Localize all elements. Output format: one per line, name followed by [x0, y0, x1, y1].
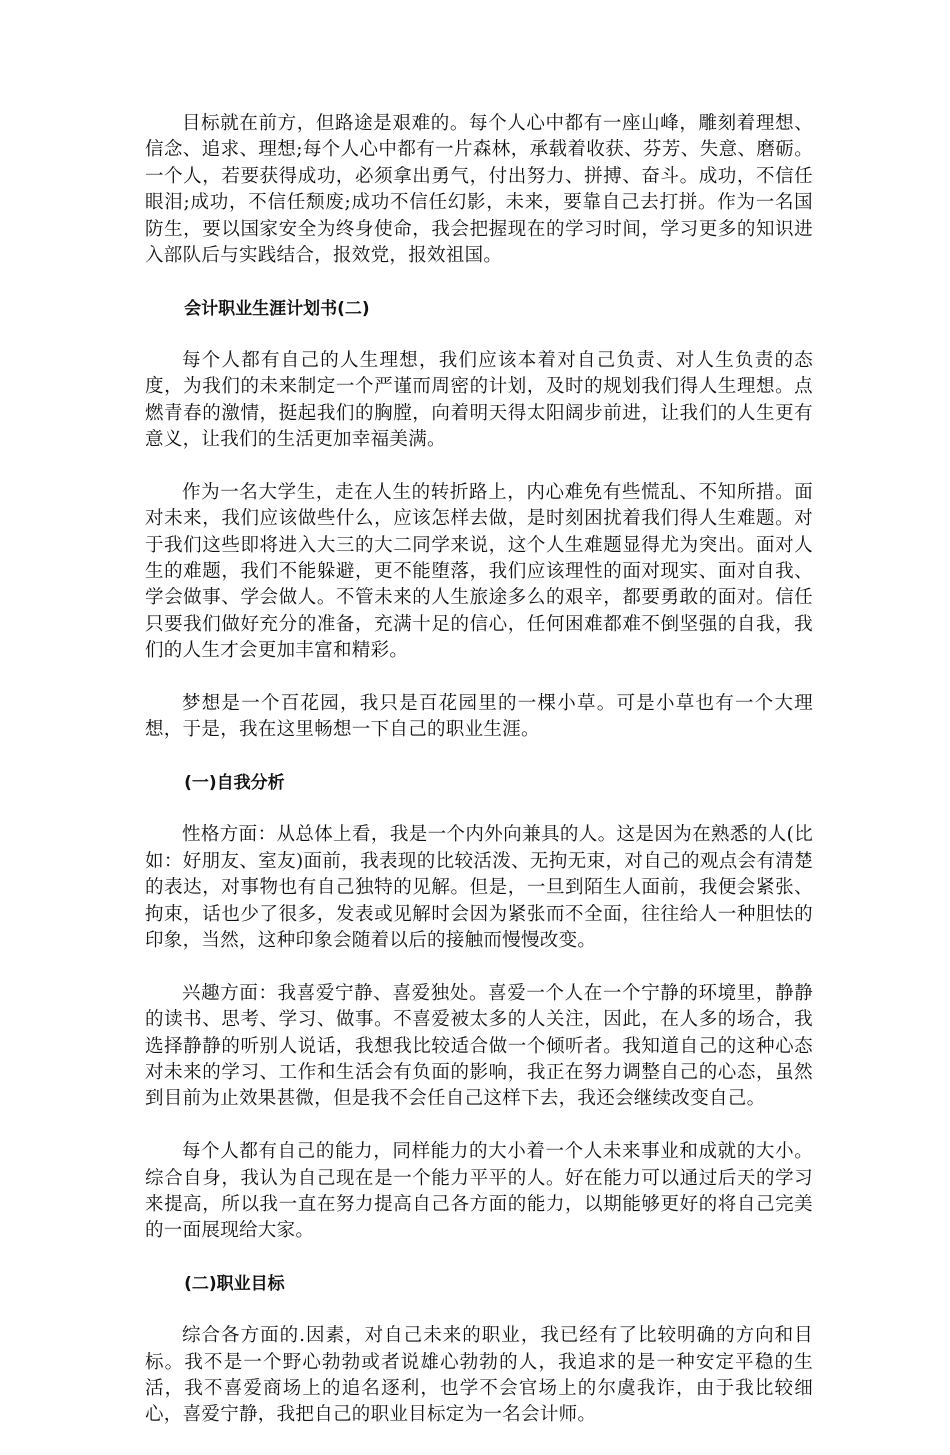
- paragraph-ability: 每个人都有自己的能力，同样能力的大小着一个人未来事业和成就的大小。综合自身，我认为自己现在是一个能力平平的人。好在能力可以通过后天的学习来提高，所以我一直在努力提高自己各方面的能力，以期能够更好的将自己完美的一面展现给大家。: [145, 1141, 813, 1242]
- paragraph-career-goal: 综合各方面的.因素，对自己未来的职业，我已经有了比较明确的方向和目标。我不是一个野心勃勃或者说雄心勃勃的人，我追求的是一种安定平稳的生活，我不喜爱商场上的追名逐利，也学不会官场上的尔虞我诈，由于我比较细心，喜爱宁静，我把自己的职业目标定为一名会计师。: [145, 1325, 813, 1426]
- paragraph-life-ideal: 每个人都有自己的人生理想，我们应该本着对自己负责、对人生负责的态度，为我们的未来制定一个严谨而周密的计划，及时的规划我们得人生理想。点燃青春的激情，挺起我们的胸膛，向着明天得太阳阔步前进，让我们的人生更有意义，让我们的生活更加幸福美满。: [145, 349, 813, 451]
- section-heading-self-analysis: (一)自我分析: [184, 773, 285, 794]
- document-page: [145, 111, 813, 1455]
- paragraph-dream: 梦想是一个百花园，我只是百花园里的一棵小草。可是小草也有一个大理想，于是，我在这里畅想一下自己的职业生涯。: [145, 693, 813, 741]
- paragraph-university-student: 作为一名大学生，走在人生的转折路上，内心难免有些慌乱、不知所措。面对未来，我们应该做些什么，应该怎样去做，是时刻困扰着我们得人生难题。对于我们这些即将进入大三的大二同学来说，这个人生难题显得尤为突出。面对人生的难题，我们不能躲避，更不能堕落，我们应该理性的面对现实、面对自我、学会做事、学会做人。不管未来的人生旅途多么的艰辛，都要勇敢的面对。信任只要我们做好充分的准备，充满十足的信心，任何困难都难不倒坚强的自我，我们的人生才会更加丰富和精彩。: [145, 481, 813, 662]
- paragraph-interests: 兴趣方面：我喜爱宁静、喜爱独处。喜爱一个人在一个宁静的环境里，静静的读书、思考、学习、做事。不喜爱被太多的人关注，因此，在人多的场合，我选择静静的听别人说话，我想我比较适合做一个倾听者。我知道自己的这种心态对未来的学习、工作和生活会有负面的影响，我正在努力调整自己的心态，虽然到目前为止效果甚微，但是我不会任自己这样下去，我还会继续改变自己。: [145, 982, 813, 1110]
- paragraph-intro: 目标就在前方，但路途是艰难的。每个人心中都有一座山峰，雕刻着理想、信念、追求、理想;每个人心中都有一片森林，承载着收获、芬芳、失意、磨砺。一个人，若要获得成功，必须拿出勇气，付出努力、拼搏、奋斗。成功，不信任眼泪;成功，不信任颓废;成功不信任幻影，未来，要靠自己去打拼。作为一名国防生，要以国家安全为终身使命，我会把握现在的学习时间，学习更多的知识进入部队后与实践结合，报效党，报效祖国。: [145, 113, 813, 267]
- section-heading-career-goal: (二)职业目标: [184, 1274, 285, 1295]
- document-title: 会计职业生涯计划书(二): [184, 298, 370, 319]
- paragraph-personality: 性格方面：从总体上看，我是一个内外向兼具的人。这是因为在熟悉的人(比如：好朋友、室友)面前，我表现的比较活泼、无拘无束，对自己的观点会有清楚的表达，对事物也有自己独特的见解。但是，一旦到陌生人面前，我便会紧张、拘束，话也少了很多，发表或见解时会因为紧张而不全面，往往给人一种胆怯的印象，当然，这种印象会随着以后的接触而慢慢改变。: [145, 824, 813, 951]
